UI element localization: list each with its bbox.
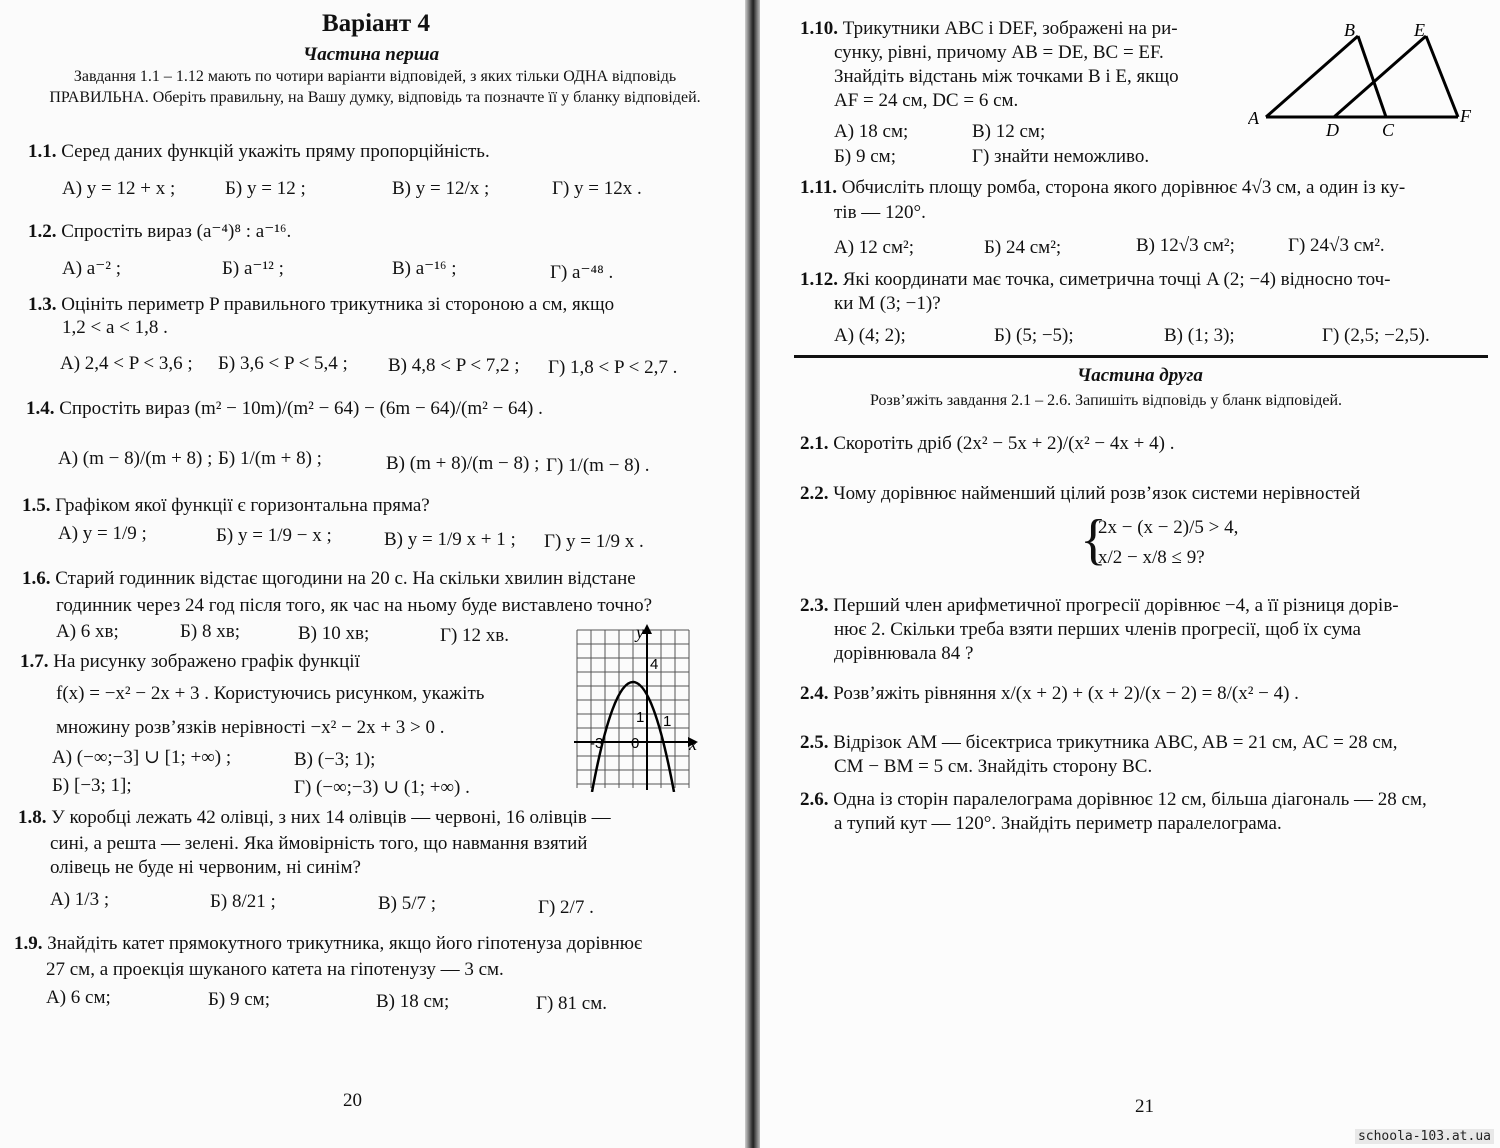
question-text: Знайдіть катет прямокутного трикутника, якщо його гіпотенуза дорівнює (47, 933, 643, 954)
answer-option: Б) 8/21 ; (210, 891, 276, 912)
question-1-11-line2: тів — 120°. (834, 202, 926, 223)
parabola-graph (560, 622, 702, 792)
section-divider (794, 355, 1488, 358)
answer-option: Г) 1,8 < P < 2,7 . (548, 357, 678, 378)
vertex-c-label: C (1382, 120, 1395, 140)
question-1-5 (22, 494, 430, 518)
answer-option: Б) 1/(m + 8) ; (218, 448, 322, 469)
question-2-3-line2: нює 2. Скільки треба взяти перших членів прогресії, щоб їх сума (834, 619, 1361, 640)
page-number-left: 20 (343, 1090, 362, 1111)
question-1-7-line3: множину розв’язків нерівності −x² − 2x + 3 > 0 . (56, 717, 445, 738)
part-one-instructions: Завдання 1.1 – 1.12 мають по чотири варіанти відповідей, з яких тільки ОДНА відповідь ПРАВИЛЬНА. Оберіть правильну, на Вашу думку, відповідь та позначте її у бланку відповідей. (49, 68, 701, 106)
question-1-10-line2: сунку, рівні, причому AB = DE, BC = EF. (834, 42, 1164, 63)
variant-title: Варіант 4 (322, 10, 430, 37)
answer-option: Г) y = 1/9 x . (544, 531, 644, 552)
answer-option: Б) 8 хв; (180, 621, 240, 642)
question-text: Перший член арифметичної прогресії дорівнює −4, а її різниця дорів- (833, 595, 1399, 616)
answer-option: Б) a⁻¹² ; (222, 258, 284, 279)
system-brace: { (1080, 509, 1107, 571)
part-one-title: Частина перша (303, 44, 440, 65)
answer-option: А) y = 1/9 ; (58, 523, 147, 544)
answer-option: В) a⁻¹⁶ ; (392, 258, 457, 279)
left-page (0, 0, 745, 1148)
question-2-4 (800, 682, 1299, 706)
question-1-8-line3: олівець не буде ні червоним, ні синім? (50, 857, 361, 878)
question-1-3-line2: 1,2 < a < 1,8 . (62, 317, 168, 338)
question-number: 1.10. (800, 18, 838, 39)
answer-option: А) 2,4 < P < 3,6 ; (60, 353, 193, 374)
question-1-12-line2: ки M (3; −1)? (834, 293, 941, 314)
question-1-6-line2: годинник через 24 год після того, як час на ньому буде виставлено точно? (56, 595, 653, 616)
question-text: Трикутники ABC і DEF, зображені на ри- (842, 18, 1178, 39)
y-axis-label: y (636, 622, 644, 642)
question-number: 2.5. (800, 732, 829, 753)
answer-option: Г) (2,5; −2,5). (1322, 325, 1430, 346)
question-text: Відрізок AM — бісектриса трикутника ABC, AB = 21 см, AC = 28 см, (833, 732, 1398, 753)
question-number: 1.2. (28, 221, 57, 242)
question-number: 2.1. (800, 433, 829, 454)
answer-option: Г) a⁻⁴⁸ . (550, 262, 614, 283)
answer-option: Г) 12 хв. (440, 625, 510, 646)
answer-option: Г) (−∞;−3) ∪ (1; +∞) . (294, 777, 470, 798)
question-1-10 (800, 17, 1178, 41)
answer-option: А) 6 хв; (56, 621, 119, 642)
question-2-5-line2: CM − BM = 5 см. Знайдіть сторону BC. (834, 756, 1153, 777)
question-1-6 (22, 567, 636, 591)
vertex-a-label: A (1248, 108, 1259, 128)
question-text: Спростіть вираз (m² − 10m)/(m² − 64) − (6m − 64)/(m² − 64) . (59, 398, 543, 419)
question-text: Які координати має точка, симетрична точці A (2; −4) відносно точ- (842, 269, 1391, 290)
system-line-1: 2x − (x − 2)/5 > 4, (1098, 517, 1239, 538)
question-1-7-line2: f(x) = −x² − 2x + 3 . Користуючись рисунком, укажіть (56, 683, 485, 704)
answer-option: А) (−∞;−3] ∪ [1; +∞) ; (52, 747, 232, 768)
answer-option: А) 12 см²; (834, 237, 914, 258)
vertex-e-label: E (1414, 20, 1425, 40)
question-number: 1.11. (800, 177, 837, 198)
question-1-3 (28, 293, 614, 317)
question-1-12 (800, 268, 1391, 292)
answer-option: Б) 3,6 < P < 5,4 ; (218, 353, 348, 374)
answer-option: А) y = 12 + x ; (62, 178, 176, 199)
right-page (760, 0, 1500, 1148)
tick-label: 4 (650, 656, 659, 673)
answer-option: А) 18 см; (834, 121, 909, 142)
page-number-right: 21 (1135, 1096, 1154, 1117)
question-text: У коробці лежать 42 олівці, з них 14 олівців — червоні, 16 олівців — (51, 807, 611, 828)
question-1-10-line4: AF = 24 см, DC = 6 см. (834, 90, 1019, 111)
question-text: Оцініть периметр P правильного трикутника зі стороною a см, якщо (61, 294, 615, 315)
question-number: 1.7. (20, 651, 49, 672)
question-text: Серед даних функцій укажіть пряму пропорційність. (61, 141, 490, 162)
part-two-title: Частина друга (1077, 365, 1203, 386)
answer-option: Г) 2/7 . (538, 897, 594, 918)
answer-option: Б) y = 1/9 − x ; (216, 525, 332, 546)
answer-option: Б) (5; −5); (994, 325, 1074, 346)
part-two-instructions: Розв’яжіть завдання 2.1 – 2.6. Запишіть відповідь у бланк відповідей. (870, 392, 1343, 409)
question-1-1 (28, 140, 490, 164)
question-number: 1.5. (22, 495, 51, 516)
question-number: 1.1. (28, 141, 57, 162)
answer-option: Б) [−3; 1]; (52, 775, 132, 796)
answer-option: Г) y = 12x . (552, 178, 642, 199)
vertex-b-label: B (1344, 20, 1355, 40)
answer-option: В) 5/7 ; (378, 893, 437, 914)
answer-option: В) 12 см; (972, 121, 1046, 142)
answer-option: В) y = 12/x ; (392, 178, 490, 199)
answer-option: В) (−3; 1); (294, 749, 376, 770)
answer-option: Г) 81 см. (536, 993, 608, 1014)
answer-option: Б) y = 12 ; (225, 178, 306, 199)
answer-option: Б) 9 см; (834, 146, 896, 167)
question-text: Розв’яжіть рівняння x/(x + 2) + (x + 2)/(x − 2) = 8/(x² − 4) . (833, 683, 1299, 704)
question-text: Одна із сторін паралелограма дорівнює 12 см, більша діагональ — 28 см, (833, 789, 1427, 810)
system-line-2: x/2 − x/8 ≤ 9? (1098, 547, 1205, 568)
question-1-4 (26, 397, 543, 421)
question-1-9-line2: 27 см, а проекція шуканого катета на гіпотенузу — 3 см. (46, 959, 504, 980)
watermark: schoola-103.at.ua (1355, 1129, 1494, 1144)
question-2-6-line2: а тупий кут — 120°. Знайдіть периметр паралелограма. (834, 813, 1282, 834)
question-number: 2.6. (800, 789, 829, 810)
question-number: 1.9. (14, 933, 43, 954)
answer-option: В) 12√3 см²; (1136, 235, 1235, 256)
question-text: Старий годинник відстає щогодини на 20 с. На скільки хвилин відстане (55, 568, 636, 589)
tick-label: -3 (590, 735, 604, 752)
question-1-2 (28, 220, 291, 244)
answer-option: А) (m − 8)/(m + 8) ; (58, 448, 213, 469)
answer-option: В) (m + 8)/(m − 8) ; (386, 453, 540, 474)
answer-option: Б) 9 см; (208, 989, 270, 1010)
tick-label: 0 (631, 735, 640, 752)
answer-option: В) 4,8 < P < 7,2 ; (388, 355, 520, 376)
question-number: 2.4. (800, 683, 829, 704)
answer-option: Г) 1/(m − 8) . (546, 455, 650, 476)
vertex-d-label: D (1326, 120, 1339, 140)
question-number: 1.8. (18, 807, 47, 828)
question-text: Графіком якої функції є горизонтальна пряма? (55, 495, 430, 516)
question-2-3-line3: дорівнювала 84 ? (834, 643, 974, 664)
question-number: 2.2. (800, 483, 829, 504)
x-axis-label: x (689, 734, 697, 754)
question-2-5 (800, 731, 1398, 755)
answer-option: В) 10 хв; (298, 623, 370, 644)
answer-option: А) a⁻² ; (62, 258, 121, 279)
question-text: На рисунку зображено графік функції (53, 651, 360, 672)
tick-label: 1 (636, 709, 645, 726)
question-number: 1.12. (800, 269, 838, 290)
question-number: 2.3. (800, 595, 829, 616)
answer-option: В) (1; 3); (1164, 325, 1235, 346)
book-spine (745, 0, 760, 1148)
answer-option: В) y = 1/9 x + 1 ; (384, 529, 516, 550)
vertex-f-label: F (1460, 106, 1471, 126)
answer-option: А) 1/3 ; (50, 889, 110, 910)
question-text: Спростіть вираз (a⁻⁴)⁸ : a⁻¹⁶. (61, 221, 292, 242)
triangles-figure (1248, 20, 1498, 142)
question-2-6 (800, 788, 1427, 812)
question-1-9 (14, 932, 642, 956)
question-2-1 (800, 432, 1174, 456)
question-1-11 (800, 176, 1405, 200)
question-1-10-line3: Знайдіть відстань між точками B і E, якщо (834, 66, 1179, 87)
question-text: Обчисліть площу ромба, сторона якого дорівнює 4√3 см, а один із ку- (841, 177, 1406, 198)
answer-option: Г) знайти неможливо. (972, 146, 1150, 167)
question-number: 1.6. (22, 568, 51, 589)
question-1-8-line2: сині, а решта — зелені. Яка ймовірність того, що навмання взятий (50, 833, 588, 854)
question-1-8 (18, 806, 611, 830)
answer-option: А) 6 см; (46, 987, 111, 1008)
answer-option: В) 18 см; (376, 991, 450, 1012)
question-2-3 (800, 594, 1399, 618)
tick-label: 1 (663, 713, 672, 730)
answer-option: А) (4; 2); (834, 325, 906, 346)
answer-option: Б) 24 см²; (984, 237, 1062, 258)
question-number: 1.3. (28, 294, 57, 315)
question-1-7 (20, 650, 360, 674)
question-text: Чому дорівнює найменший цілий розв’язок системи нерівностей (833, 483, 1361, 504)
question-2-2 (800, 482, 1360, 506)
question-number: 1.4. (26, 398, 55, 419)
question-text: Скоротіть дріб (2x² − 5x + 2)/(x² − 4x + 4) . (833, 433, 1175, 454)
answer-option: Г) 24√3 см². (1288, 235, 1385, 256)
